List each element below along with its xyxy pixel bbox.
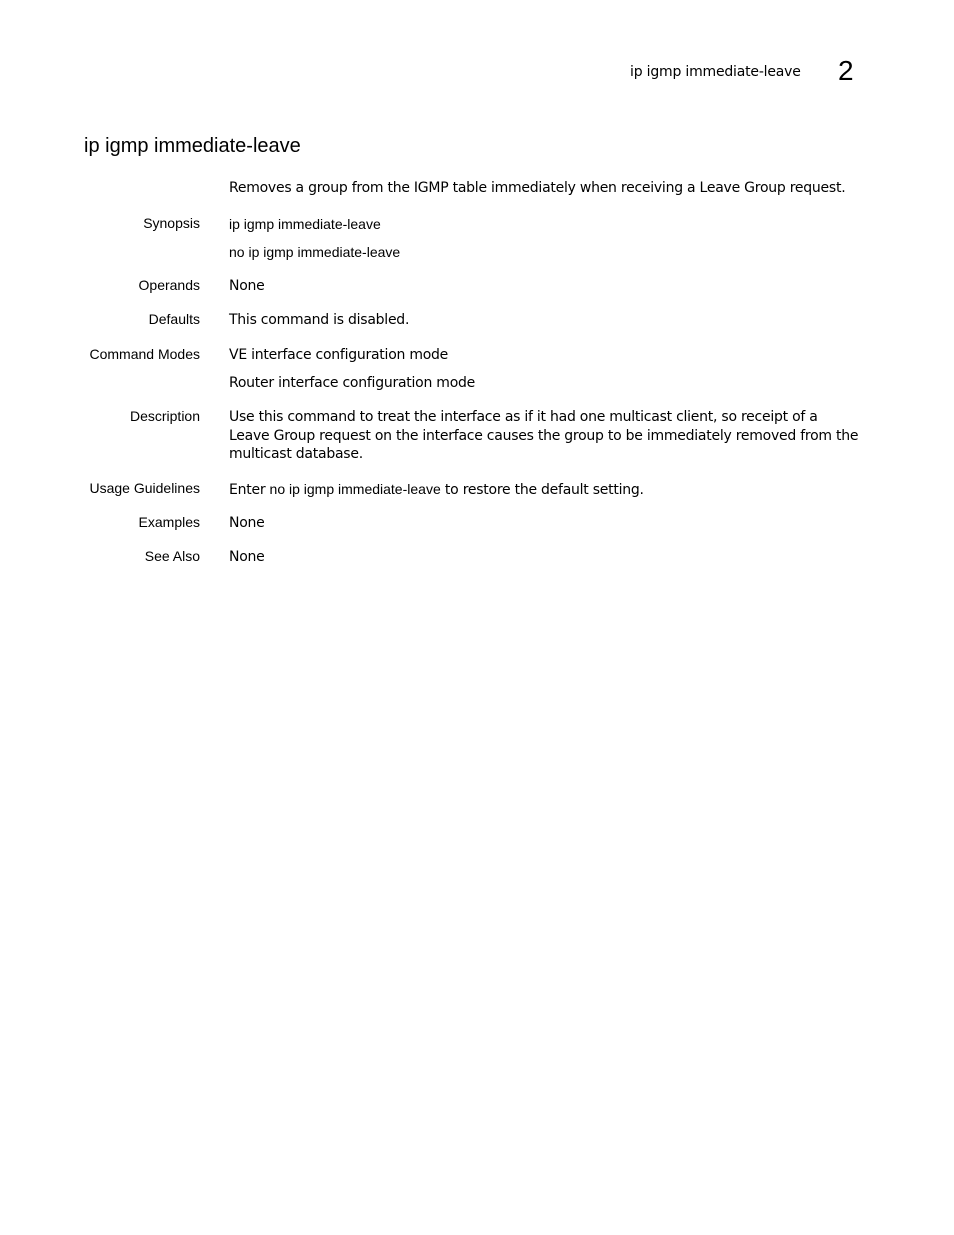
see-also-label: See Also	[144, 548, 200, 564]
usage-prefix: Enter	[229, 482, 270, 498]
operands-text: None	[229, 278, 265, 294]
synopsis-label: Synopsis	[143, 215, 200, 231]
command-mode-router: Router interface configuration mode	[229, 375, 476, 391]
examples-content	[229, 514, 869, 542]
usage-guidelines-content	[229, 480, 869, 509]
usage-guidelines-label: Usage Guidelines	[89, 480, 200, 496]
operands-content	[229, 277, 869, 305]
command-modes-label: Command Modes	[89, 346, 200, 362]
command-mode-ve: VE interface configuration mode	[229, 347, 449, 363]
description-label: Description	[129, 408, 200, 424]
operands-label: Operands	[138, 277, 200, 293]
see-also-text: None	[229, 549, 265, 565]
usage-suffix: to restore the default setting.	[440, 482, 644, 498]
defaults-content	[229, 311, 869, 339]
examples-label: Examples	[138, 514, 200, 530]
description-content	[229, 408, 859, 473]
examples-text: None	[229, 515, 265, 531]
see-also-content	[229, 548, 869, 576]
summary-text: Removes a group from the IGMP table immediately when receiving a Leave Group request.	[229, 180, 846, 196]
synopsis-content	[229, 215, 869, 271]
chapter-number: 2	[838, 55, 854, 86]
synopsis-no-command: no ip igmp immediate-leave	[229, 244, 401, 260]
command-modes-content	[229, 346, 869, 402]
usage-guidelines-text	[229, 480, 869, 500]
running-header: ip igmp immediate-leave	[630, 64, 801, 80]
page-title: ip igmp immediate-leave	[84, 135, 301, 157]
synopsis-command: ip igmp immediate-leave	[229, 216, 381, 232]
defaults-label: Defaults	[148, 311, 200, 327]
usage-command: no ip igmp immediate-leave	[269, 481, 441, 497]
description-text: Use this command to treat the interface as if it had one multicast client, so receipt of a Leave Group request on the interface causes the group to be immediately removed from the multicast database.	[229, 409, 859, 462]
defaults-text: This command is disabled.	[229, 312, 410, 328]
